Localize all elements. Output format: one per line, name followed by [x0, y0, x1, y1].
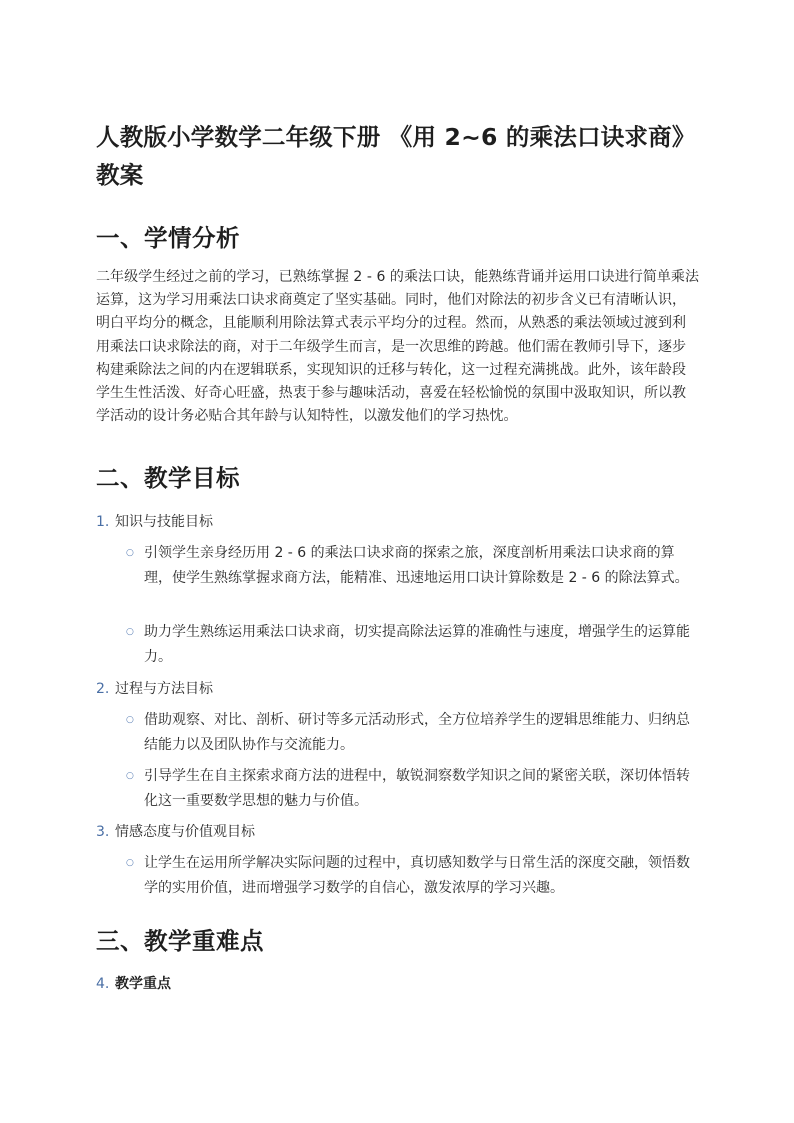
section-heading-analysis: 一、学情分析	[96, 224, 240, 252]
objective-item-2	[96, 679, 698, 699]
bullet-text: 让学生在运用所学解决实际问题的过程中，真切感知数学与日常生活的深度交融，领悟数学的实用价值，进而增强学习数学的自信心，激发浓厚的学习兴趣。	[144, 855, 690, 896]
key-point-label: 教学重点	[115, 976, 171, 992]
objective-label: 过程与方法目标	[115, 681, 213, 697]
bullet-text: 引导学生在自主探索求商方法的进程中，敏锐洞察数学知识之间的紧密关联，深切体悟转化这一重要数学思想的魅力与价值。	[144, 768, 690, 809]
bullet-circle-icon: ○	[126, 627, 134, 637]
list-number: 1.	[96, 514, 110, 530]
list-item	[126, 620, 698, 670]
list-number: 4.	[96, 976, 110, 992]
objective-item-1	[96, 512, 698, 532]
bullet-circle-icon: ○	[126, 771, 134, 781]
document-title: 人教版小学数学二年级下册 《用 2~6 的乘法口诀求商》教案	[96, 123, 696, 189]
bullet-circle-icon: ○	[126, 858, 134, 868]
list-item	[126, 541, 698, 591]
bullet-text: 引领学生亲身经历用 2 - 6 的乘法口诀求商的探索之旅，深度剖析用乘法口诀求商的算理，使学生熟练掌握求商方法，能精准、迅速地运用口诀计算除数是 2 - 6 的除法算式。	[144, 545, 689, 586]
bullet-text: 助力学生熟练运用乘法口诀求商，切实提高除法运算的准确性与速度，增强学生的运算能力。	[144, 624, 690, 665]
list-item	[126, 851, 698, 901]
objective-label: 情感态度与价值观目标	[115, 824, 255, 840]
section-heading-key-points: 三、教学重难点	[96, 927, 264, 955]
objective-label: 知识与技能目标	[115, 514, 213, 530]
bullet-text: 借助观察、对比、剖析、研讨等多元活动形式，全方位培养学生的逻辑思维能力、归纳总结能力以及团队协作与交流能力。	[144, 712, 690, 753]
list-number: 2.	[96, 681, 110, 697]
list-item	[126, 764, 698, 814]
list-item	[126, 708, 698, 758]
bullet-circle-icon: ○	[126, 548, 134, 558]
key-point-item-4	[96, 974, 698, 994]
analysis-paragraph: 二年级学生经过之前的学习，已熟练掌握 2 - 6 的乘法口诀，能熟练背诵并运用口诀进行简单乘法运算，这为学习用乘法口诀求商奠定了坚实基础。同时，他们对除法的初步含义已有清晰认识，明白平均分的概念，且能顺利用除法算式表示平均分的过程。然而，从熟悉的乘法领域过渡到利用乘法口诀求除法的商，对于二年级学生而言，是一次思维的跨越。他们需在教师引导下，逐步构建乘除法之间的内在逻辑联系，实现知识的迁移与转化，这一过程充满挑战。此外，该年龄段学生生性活泼、好奇心旺盛，热衷于参与趣味活动，喜爱在轻松愉悦的氛围中汲取知识，所以教学活动的设计务必贴合其年龄与认知特性，以激发他们的学习热忱。	[96, 269, 700, 425]
list-number: 3.	[96, 824, 110, 840]
section-heading-objectives: 二、教学目标	[96, 464, 240, 492]
objective-item-3	[96, 822, 698, 842]
bullet-circle-icon: ○	[126, 715, 134, 725]
